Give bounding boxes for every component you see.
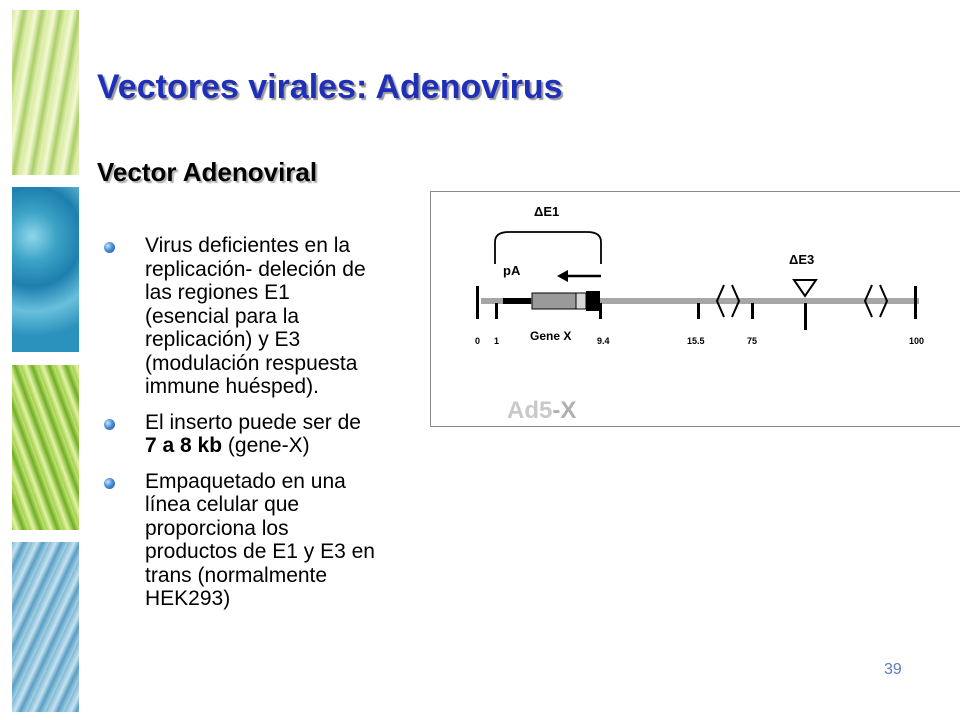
tick-mark (804, 303, 807, 330)
page-number: 39 (884, 661, 902, 678)
bullet-item (100, 234, 445, 399)
bullet-text-line: El inserto puede ser de (145, 410, 361, 434)
itr-block (586, 291, 600, 311)
bullet-text-line: proporciona los (145, 516, 289, 540)
decorative-image-green-1 (12, 10, 79, 175)
vector-name-base: Ad5 (507, 397, 553, 424)
deletion-triangle-icon (794, 280, 816, 296)
bullet-text-line: immune huésped). (145, 375, 319, 398)
bullet-item (100, 411, 445, 458)
tick-label: 75 (747, 336, 758, 346)
tick-mark (697, 303, 700, 319)
bullet-text-line: las regiones E1 (145, 281, 290, 304)
arrow-head-icon (557, 270, 568, 282)
bullet-list (100, 234, 445, 623)
bullet-text-line: (esencial para la (145, 304, 300, 328)
bullet-icon (104, 242, 115, 253)
tick-mark (914, 286, 917, 319)
bullet-text-line: Virus deficientes en la (145, 234, 351, 257)
tick-mark (599, 303, 602, 319)
gene-x-label: Gene X (530, 329, 572, 343)
vector-name-suffix: -X (552, 397, 577, 424)
pa-signal-segment (503, 298, 531, 304)
tick-mark (495, 303, 498, 319)
tick-label: 15.5 (687, 336, 705, 346)
adenovirus-vector-diagram (430, 191, 960, 427)
pa-label: pA (503, 263, 521, 278)
bullet-text-line: (modulación respuesta (145, 351, 358, 375)
tick-mark (751, 303, 754, 319)
decorative-image-blue-1 (12, 187, 79, 352)
delta-e3-label: ΔE3 (789, 252, 815, 267)
bullet-text-line: Empaquetado en una (145, 469, 346, 493)
tick-label: 0 (475, 336, 481, 346)
bullet-text-line: productos de E1 y E3 en (145, 540, 375, 563)
slide-subtitle: Vector Adenoviral (97, 157, 318, 187)
bullet-text-line: replicación) y E3 (145, 328, 301, 351)
bullet-text-line: (gene-X) (222, 434, 310, 457)
bullet-icon (104, 478, 115, 489)
bullet-bold-text: 7 a 8 kb (145, 434, 223, 457)
bullet-text-line: replicación- deleción de (145, 257, 366, 281)
decorative-image-green-2 (12, 365, 79, 530)
tick-mark (476, 286, 479, 319)
gene-x-block (532, 293, 576, 309)
bullet-text-line: trans (normalmente (145, 563, 328, 587)
bullet-text-line: línea celular que (145, 493, 300, 516)
e1-bracket (495, 232, 601, 264)
bullet-text-line: HEK293) (145, 587, 231, 610)
bullet-icon (104, 419, 115, 430)
tick-label: 1 (494, 336, 500, 346)
tick-label: 100 (909, 336, 925, 346)
delta-e1-label: ΔE1 (534, 204, 560, 219)
slide-title: Vectores virales: Adenovirus (97, 68, 563, 106)
vector-map-svg (431, 192, 960, 426)
tick-label: 9.4 (597, 336, 610, 346)
decorative-image-blue-2 (12, 542, 79, 712)
bullet-item (100, 470, 445, 611)
promoter-block (576, 293, 586, 309)
vector-name (507, 397, 576, 424)
